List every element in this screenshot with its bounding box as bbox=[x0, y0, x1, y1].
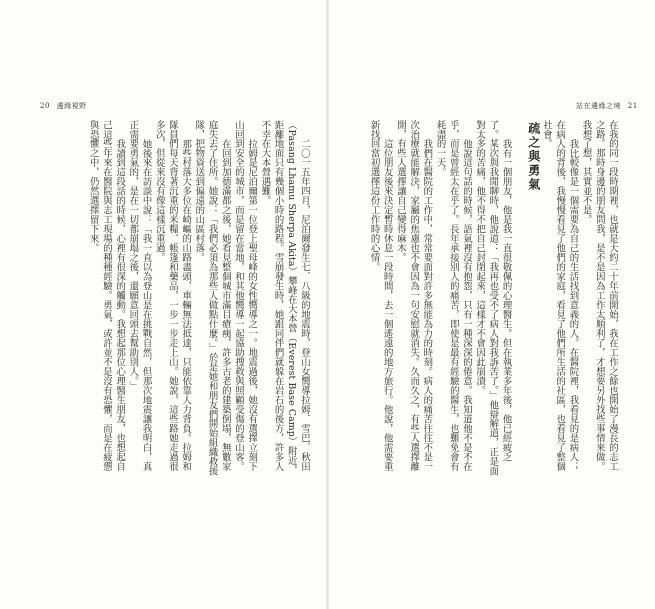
left-running-title: 邊緣視野 bbox=[56, 102, 87, 110]
paragraph: 我讀到這段話的時候，心裡有很深的觸動。我想起那位心理醫生朋友，也想起自己這些年來在醫院與志工現場的種種經驗。勇氣，或許並不是沒有恐懼，而是在疲憊與恐懼之中，仍然選擇留下來。 bbox=[87, 120, 126, 472]
left-page-header bbox=[40, 101, 87, 111]
right-page-number: 21 bbox=[627, 102, 638, 110]
right-page-header bbox=[576, 101, 638, 111]
paragraph: 我有一個朋友，他是我一直很敬佩的心理醫生。但在執業多年後，他已經疲乏了。某次與我閒聊時，他說道：「我再也受不了病人對我訴苦了。」他辯解道，正是面對太多的苦痛，他不得不把自己封閉起來，這樣才不會因此崩潰。 bbox=[474, 120, 512, 476]
paragraph: 他說這句話的時候，語氣裡沒有抱怨，只有一種深深的倦意。我知道他不是不在乎，而是曾經太在乎了。長年承接別人的痛苦，即使是最有經驗的醫生，也難免會有耗盡的一天。 bbox=[434, 120, 472, 472]
paragraph: 她後來在訪談中說：「我一直以為登山是在挑戰自然，但那次地震讓我明白，真正需要勇氣的，是在一切都崩塌之後，還願意回頭去幫助別人。」 bbox=[127, 120, 152, 471]
paragraph: 二〇一五年四月，尼泊爾發生七．八級的地震時，登山女嚮導拉姆．雪巴．秋田（Pasang Lhamu Sherpa Akita）攀峰在大本營（Everest Base Camp）附近，距離地面只有幾個小時的路程。雪崩發生時，她跟同伴們就躲在岩石的後方，許多人不幸在大本營遇難。 bbox=[259, 120, 310, 475]
left-page-number: 20 bbox=[40, 102, 50, 110]
right-page-body bbox=[354, 120, 619, 480]
paragraph: 在回到加德滿都之後，她看見整個城市滿目瘡痍，許多古老的建築倒塌，無數家庭失去了住所。她說：「我們必須為那些人做點什麼。」於是她和朋友們開始組織救援隊，把物資送到偏遠的山區村落。 bbox=[193, 120, 231, 476]
paragraph: 拉姆是尼泊爾第一位登上聖母峰的女性嚮導之一。地震過後，她沒有選擇立刻下山回到安全的城市，而是留在當地，和其他嚮導一起協助搜救與照顧受傷的登山客。 bbox=[232, 120, 258, 472]
right-running-title: 站在邊緣之境 bbox=[576, 102, 621, 110]
book-gutter bbox=[326, 0, 329, 609]
paragraph: 在我的同一段時期裡，也就是大約二十年前開始，我在工作之餘也開始了漫長的志工之路。那時身邊的朋友問我，是不是因為工作太順利了，才想要另外找些事情來做。我想了想，其實並不是。 bbox=[580, 120, 618, 472]
section-heading: 疏之與勇氣 bbox=[526, 122, 541, 192]
paragraph: 那些村落大多位在崎嶇的山路盡頭，車輛無法抵達，只能依靠人力背負。拉姆和隊員們每天背著沉重的米糧、帳篷和藥品，一步一步走上山。她說，這些路她走過很多次，但從來沒有像這樣沉重過。 bbox=[153, 120, 192, 472]
paragraph: 這位朋友後來決定暫時休息一段時間，去一個遙遠的地方旅行。他說，他需要重新找回當初選擇這份工作時的心情。 bbox=[368, 120, 393, 471]
paragraph: 我比較像是一個需要為自己的生活找到意義的人。在醫院裡，我看見的是病人；在病人的背後，我慢慢看見了他們的家庭，看見了他們所生活的社區，也看見了整個社會。 bbox=[540, 120, 579, 472]
left-page-body bbox=[43, 120, 311, 480]
paragraph: 我們在醫院的工作中，常常要面對許多無能為力的時刻。病人的痛苦往往不是一次治療就能解決，家屬的焦慮也不會因為一句安慰就消失。久而久之，有些人選擇離開，有些人選擇讓自己變得麻木。 bbox=[394, 120, 433, 472]
